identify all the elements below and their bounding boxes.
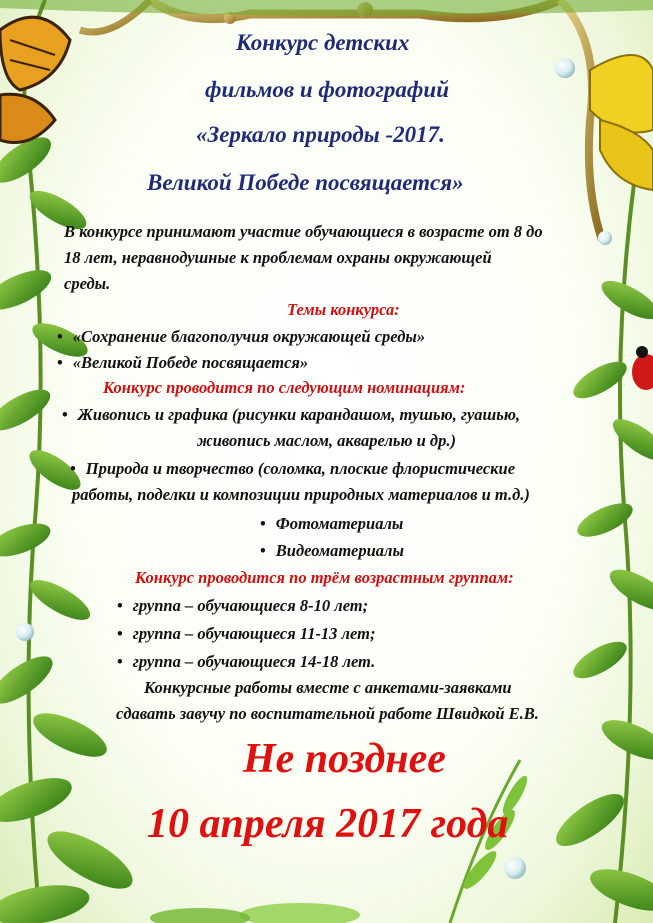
butterfly-icon [0, 17, 70, 142]
age-groups-heading: Конкурс проводится по трём возрастным группам: [135, 568, 514, 587]
nomination-video: • Видеоматериалы [260, 541, 404, 561]
title-line-2: фильмов и фотографий [205, 77, 449, 102]
theme-item: • «Великой Победе посвящается» [57, 353, 308, 373]
nomination-photo: • Фотоматериалы [260, 514, 403, 534]
age-group-item: • группа – обучающиеся 11-13 лет; [117, 624, 375, 644]
nominations-heading: Конкурс проводится по следующим номинациям: [103, 378, 466, 397]
title-line-1: Конкурс детских [236, 30, 410, 55]
deadline-line-2: 10 апреля 2017 года [147, 801, 509, 847]
intro-line-3: среды. [64, 274, 111, 293]
nomination-painting-line-1: • Живопись и графика (рисунки карандашом, тушью, гуашью, [62, 405, 520, 425]
title-line-3: «Зеркало природы -2017. [196, 122, 445, 147]
submission-line-2: сдавать завучу по воспитательной работе Швидкой Е.В. [116, 704, 539, 723]
themes-heading: Темы конкурса: [287, 300, 400, 319]
intro-line-2: 18 лет, неравнодушные к проблемам охраны окружающей [64, 248, 492, 267]
theme-item: • «Сохранение благополучия окружающей среды» [57, 327, 425, 347]
nomination-nature-line-2: работы, поделки и композиции природных материалов и т.д.) [72, 485, 530, 504]
right-vine [549, 140, 653, 923]
title-line-4: Великой Победе посвящается» [147, 170, 464, 195]
deadline-line-1: Не позднее [243, 736, 446, 782]
age-group-item: • группа – обучающиеся 14-18 лет. [117, 652, 375, 672]
submission-line-1: Конкурсные работы вместе с анкетами-заявками [144, 678, 512, 697]
intro-line-1: В конкурсе принимают участие обучающиеся в возрасте от 8 до [64, 222, 543, 241]
nomination-painting-line-2: живопись маслом, акварелью и др.) [197, 431, 456, 450]
age-group-item: • группа – обучающиеся 8-10 лет; [117, 596, 368, 616]
yellow-butterfly-icon [590, 55, 653, 190]
nomination-nature-line-1: • Природа и творчество (соломка, плоские флористические [70, 459, 515, 479]
ladybug-icon [632, 346, 653, 390]
